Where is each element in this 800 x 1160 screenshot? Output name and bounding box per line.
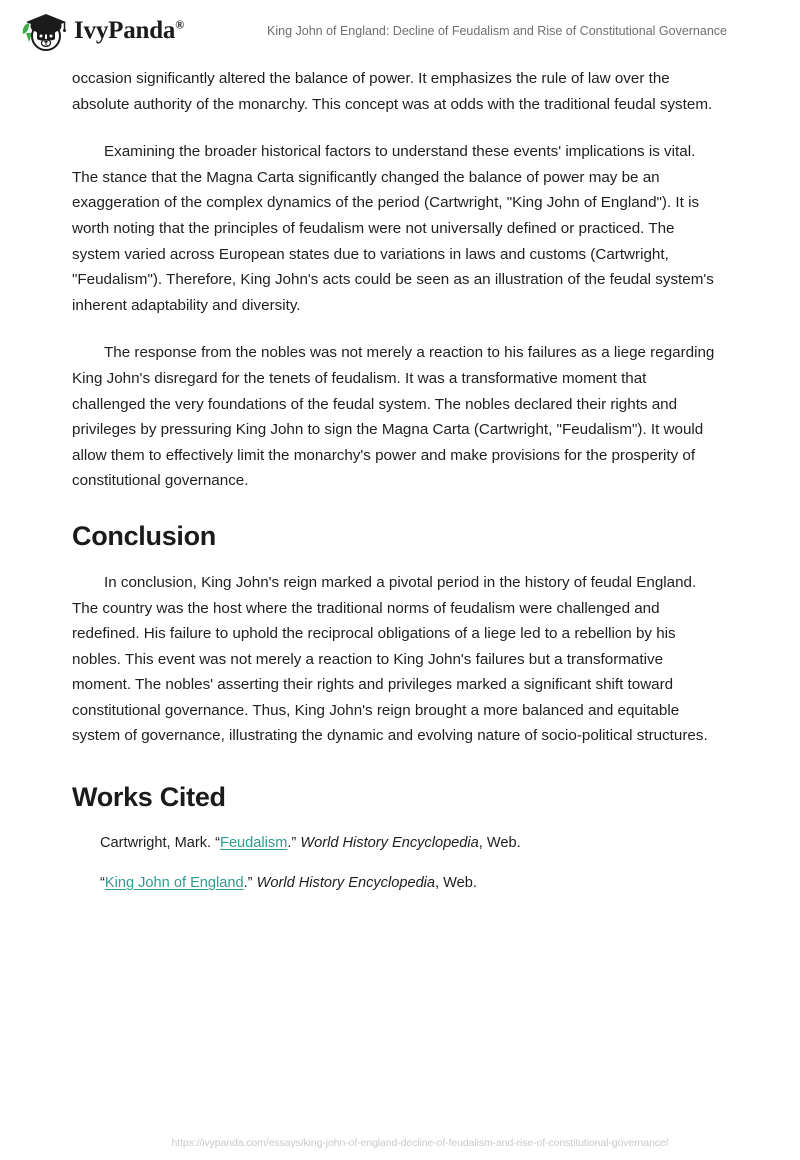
paragraph-conclusion: In conclusion, King John's reign marked a pivotal period in the history of feudal England. The country was the host where the traditional norms of feudalism were challenged and redefined. His failure to uphold the reciprocal obligations of a liege led to a rebellion by his nobles. This event was not merely a reaction to King John's failures but a transformative moment. The nobles' asserting their rights and privileges marked a significant shift toward constitutional governance. Thus, King John's reign brought a more balanced and equitable system of governance, illustrating the dynamic and evolving nature of socio-political structures.: [72, 573, 708, 745]
citation-after-link: .”: [287, 835, 301, 852]
page-footer: [0, 1126, 800, 1160]
citation-link-feudalism[interactable]: Feudalism: [220, 835, 288, 852]
citation-entry: [72, 831, 720, 871]
registered-mark: ®: [175, 17, 184, 32]
citation-open-quote: “: [215, 835, 221, 852]
citation-source-title: World History Encyclopedia: [300, 835, 479, 852]
document-body: [72, 66, 720, 911]
heading-works-cited: Works Cited: [72, 782, 226, 813]
citation-open-quote: “: [100, 875, 105, 892]
heading-conclusion: Conclusion: [72, 520, 216, 551]
brand-name-text: IvyPanda: [74, 17, 176, 44]
brand-logo[interactable]: [14, 7, 204, 55]
citation-after-link: .”: [243, 875, 257, 892]
citation-author: Cartwright, Mark.: [100, 835, 216, 852]
paragraph-broader-historical-factors: Examining the broader historical factors to understand these events' implications is vital. The stance that the Magna Carta significantly changed the balance of power may be an exaggeration of the complex dynamics of the period (Cartwright, "King John of England"). It is worth noting that the principles of feudalism were not universally defined or practiced. The system varied across European states due to variations in laws and customs (Cartwright, "Feudalism"). Therefore, King John's acts could be seen as an illustration of the feudal system's inherent adaptability and diversity.: [72, 143, 714, 314]
citation-entry: [72, 871, 720, 911]
brand-name: [74, 17, 184, 45]
citation-tail: , Web.: [478, 835, 521, 852]
page-header: [0, 0, 800, 62]
citation-source-title: World History Encyclopedia: [256, 875, 436, 892]
citation-tail: , Web.: [435, 875, 477, 892]
paragraph-nobles-response: The response from the nobles was not merely a reaction to his failures as a liege regarding King John's disregard for the tenets of feudalism. It was a transformative moment that challenged the very foundations of the feudal system. The nobles declared their rights and privileges by pressuring King John to sign the Magna Carta (Cartwright, "Feudalism"). It would allow them to effectively limit the monarchy's power and make provisions for the prosperity of constitutional governance.: [72, 344, 715, 490]
footer-source-url: https://ivypanda.com/essays/king-john-of-england-decline-of-feudalism-and-rise-of-constitutional-governance/: [171, 1137, 669, 1149]
document-header-title: King John of England: Decline of Feudalism and Rise of Constitutional Governance: [267, 24, 727, 38]
citation-link-king-john-of-england[interactable]: King John of England: [104, 875, 244, 892]
paragraph-continuation: occasion significantly altered the balance of power. It emphasizes the rule of law over the absolute authority of the monarchy. This concept was at odds with the traditional feudal system.: [72, 70, 713, 113]
panda-graduate-logo-icon: [14, 7, 70, 55]
